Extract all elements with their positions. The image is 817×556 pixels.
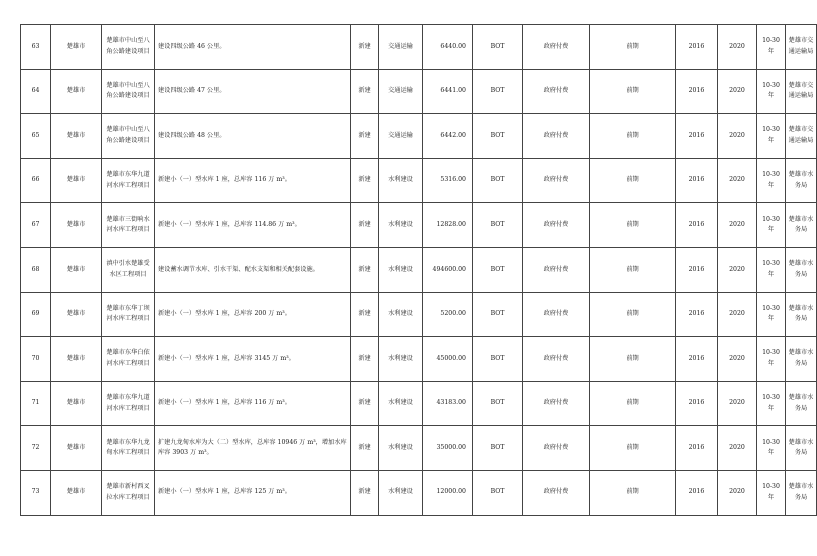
- cooperation-mode-cell: BOT: [473, 381, 523, 426]
- cooperation-period-cell: 10-30年: [757, 426, 786, 471]
- project-description-cell: 建设四级公路 48 公里。: [155, 114, 351, 159]
- responsible-department-cell: 楚雄市水务局: [786, 158, 817, 203]
- cooperation-mode-cell: BOT: [473, 158, 523, 203]
- construction-type-cell: 新建: [351, 69, 379, 114]
- project-stage-cell: 前期: [590, 470, 676, 515]
- row-number: 65: [21, 114, 51, 159]
- project-name-cell: 楚雄市新村西叉拉水库工程项目: [102, 470, 155, 515]
- responsible-department-cell: 楚雄市水务局: [786, 426, 817, 471]
- start-year-cell: 2016: [676, 247, 718, 292]
- sector-cell: 水利建设: [379, 426, 423, 471]
- project-description-cell: 扩建九龙甸水库为大（二）型水库，总库容 10946 万 m³，增加水库库容 3903 万 m³。: [155, 426, 351, 471]
- start-year-cell: 2016: [676, 337, 718, 382]
- sector-cell: 交通运输: [379, 114, 423, 159]
- sector-cell: 水利建设: [379, 158, 423, 203]
- project-description-cell: 新建小（一）型水库 1 座，总库容 200 万 m³。: [155, 292, 351, 337]
- table-row: [21, 381, 817, 426]
- sector-cell: 水利建设: [379, 470, 423, 515]
- investment-amount-cell: 5316.00: [423, 158, 473, 203]
- investment-amount-cell: 494600.00: [423, 247, 473, 292]
- investment-amount-cell: 5200.00: [423, 292, 473, 337]
- cooperation-period-cell: 10-30年: [757, 247, 786, 292]
- cooperation-period-cell: 10-30年: [757, 337, 786, 382]
- city-cell: 楚雄市: [51, 381, 102, 426]
- row-number: 68: [21, 247, 51, 292]
- payment-mechanism-cell: 政府付费: [523, 203, 590, 248]
- project-description-cell: 新建小（一）型水库 1 座，总库容 125 万 m³。: [155, 470, 351, 515]
- end-year-cell: 2020: [718, 247, 757, 292]
- cooperation-mode-cell: BOT: [473, 470, 523, 515]
- project-name-cell: 楚雄市东华白依河水库工程项目: [102, 337, 155, 382]
- construction-type-cell: 新建: [351, 337, 379, 382]
- payment-mechanism-cell: 政府付费: [523, 158, 590, 203]
- end-year-cell: 2020: [718, 25, 757, 70]
- sector-cell: 水利建设: [379, 381, 423, 426]
- start-year-cell: 2016: [676, 25, 718, 70]
- responsible-department-cell: 楚雄市交通运输局: [786, 114, 817, 159]
- end-year-cell: 2020: [718, 337, 757, 382]
- investment-amount-cell: 35000.00: [423, 426, 473, 471]
- cooperation-mode-cell: BOT: [473, 247, 523, 292]
- project-name-cell: 楚雄市中山至八角公路建设项目: [102, 114, 155, 159]
- table-body: [21, 25, 817, 516]
- payment-mechanism-cell: 政府付费: [523, 25, 590, 70]
- construction-type-cell: 新建: [351, 25, 379, 70]
- sector-cell: 水利建设: [379, 247, 423, 292]
- investment-amount-cell: 45000.00: [423, 337, 473, 382]
- start-year-cell: 2016: [676, 158, 718, 203]
- end-year-cell: 2020: [718, 426, 757, 471]
- city-cell: 楚雄市: [51, 292, 102, 337]
- table-row: [21, 25, 817, 70]
- cooperation-period-cell: 10-30年: [757, 69, 786, 114]
- construction-type-cell: 新建: [351, 470, 379, 515]
- investment-amount-cell: 43183.00: [423, 381, 473, 426]
- table-row: [21, 292, 817, 337]
- payment-mechanism-cell: 政府付费: [523, 381, 590, 426]
- project-stage-cell: 前期: [590, 292, 676, 337]
- sector-cell: 水利建设: [379, 337, 423, 382]
- city-cell: 楚雄市: [51, 470, 102, 515]
- end-year-cell: 2020: [718, 292, 757, 337]
- responsible-department-cell: 楚雄市水务局: [786, 247, 817, 292]
- table-row: [21, 337, 817, 382]
- table-row: [21, 203, 817, 248]
- start-year-cell: 2016: [676, 114, 718, 159]
- payment-mechanism-cell: 政府付费: [523, 114, 590, 159]
- end-year-cell: 2020: [718, 203, 757, 248]
- project-name-cell: 楚雄市东华九龙甸水库工程项目: [102, 426, 155, 471]
- payment-mechanism-cell: 政府付费: [523, 337, 590, 382]
- construction-type-cell: 新建: [351, 114, 379, 159]
- project-stage-cell: 前期: [590, 381, 676, 426]
- end-year-cell: 2020: [718, 381, 757, 426]
- payment-mechanism-cell: 政府付费: [523, 69, 590, 114]
- investment-amount-cell: 6441.00: [423, 69, 473, 114]
- responsible-department-cell: 楚雄市交通运输局: [786, 25, 817, 70]
- cooperation-period-cell: 10-30年: [757, 470, 786, 515]
- construction-type-cell: 新建: [351, 247, 379, 292]
- cooperation-period-cell: 10-30年: [757, 292, 786, 337]
- project-name-cell: 楚雄市东华丁坝河水库工程项目: [102, 292, 155, 337]
- cooperation-mode-cell: BOT: [473, 114, 523, 159]
- project-name-cell: 楚雄市三街响水河水库工程项目: [102, 203, 155, 248]
- cooperation-mode-cell: BOT: [473, 292, 523, 337]
- end-year-cell: 2020: [718, 69, 757, 114]
- project-name-cell: 楚雄市中山至八角公路建设项目: [102, 25, 155, 70]
- table-row: [21, 247, 817, 292]
- end-year-cell: 2020: [718, 158, 757, 203]
- responsible-department-cell: 楚雄市水务局: [786, 337, 817, 382]
- start-year-cell: 2016: [676, 203, 718, 248]
- construction-type-cell: 新建: [351, 381, 379, 426]
- project-table: [20, 24, 817, 516]
- project-name-cell: 楚雄市东华九道河水库工程项目: [102, 381, 155, 426]
- cooperation-period-cell: 10-30年: [757, 203, 786, 248]
- responsible-department-cell: 楚雄市水务局: [786, 203, 817, 248]
- payment-mechanism-cell: 政府付费: [523, 470, 590, 515]
- payment-mechanism-cell: 政府付费: [523, 292, 590, 337]
- project-stage-cell: 前期: [590, 114, 676, 159]
- project-description-cell: 新建小（一）型水库 1 座，总库容 116 万 m³。: [155, 381, 351, 426]
- start-year-cell: 2016: [676, 470, 718, 515]
- payment-mechanism-cell: 政府付费: [523, 247, 590, 292]
- city-cell: 楚雄市: [51, 337, 102, 382]
- responsible-department-cell: 楚雄市水务局: [786, 292, 817, 337]
- row-number: 64: [21, 69, 51, 114]
- sector-cell: 水利建设: [379, 203, 423, 248]
- investment-amount-cell: 12000.00: [423, 470, 473, 515]
- sector-cell: 交通运输: [379, 69, 423, 114]
- start-year-cell: 2016: [676, 292, 718, 337]
- construction-type-cell: 新建: [351, 158, 379, 203]
- construction-type-cell: 新建: [351, 203, 379, 248]
- cooperation-mode-cell: BOT: [473, 25, 523, 70]
- project-description-cell: 新建小（一）型水库 1 座，总库容 116 万 m³。: [155, 158, 351, 203]
- cooperation-mode-cell: BOT: [473, 426, 523, 471]
- table-row: [21, 158, 817, 203]
- row-number: 73: [21, 470, 51, 515]
- row-number: 63: [21, 25, 51, 70]
- investment-amount-cell: 6442.00: [423, 114, 473, 159]
- cooperation-mode-cell: BOT: [473, 69, 523, 114]
- table-row: [21, 426, 817, 471]
- project-name-cell: 楚雄市东华九道河水库工程项目: [102, 158, 155, 203]
- cooperation-period-cell: 10-30年: [757, 114, 786, 159]
- project-stage-cell: 前期: [590, 426, 676, 471]
- city-cell: 楚雄市: [51, 69, 102, 114]
- cooperation-mode-cell: BOT: [473, 203, 523, 248]
- project-stage-cell: 前期: [590, 158, 676, 203]
- row-number: 67: [21, 203, 51, 248]
- table-row: [21, 114, 817, 159]
- project-description-cell: 新建小（一）型水库 1 座，总库容 114.86 万 m³。: [155, 203, 351, 248]
- construction-type-cell: 新建: [351, 426, 379, 471]
- responsible-department-cell: 楚雄市水务局: [786, 381, 817, 426]
- row-number: 69: [21, 292, 51, 337]
- row-number: 70: [21, 337, 51, 382]
- city-cell: 楚雄市: [51, 247, 102, 292]
- project-description-cell: 建设蓄水调节水库、引水干渠、配水支渠和相关配套设施。: [155, 247, 351, 292]
- construction-type-cell: 新建: [351, 292, 379, 337]
- table-row: [21, 69, 817, 114]
- city-cell: 楚雄市: [51, 114, 102, 159]
- responsible-department-cell: 楚雄市水务局: [786, 470, 817, 515]
- payment-mechanism-cell: 政府付费: [523, 426, 590, 471]
- responsible-department-cell: 楚雄市交通运输局: [786, 69, 817, 114]
- project-stage-cell: 前期: [590, 247, 676, 292]
- end-year-cell: 2020: [718, 114, 757, 159]
- end-year-cell: 2020: [718, 470, 757, 515]
- project-description-cell: 建设四级公路 47 公里。: [155, 69, 351, 114]
- investment-amount-cell: 6440.00: [423, 25, 473, 70]
- cooperation-period-cell: 10-30年: [757, 381, 786, 426]
- sector-cell: 水利建设: [379, 292, 423, 337]
- city-cell: 楚雄市: [51, 25, 102, 70]
- project-name-cell: 滇中引水楚雄受水区工程项目: [102, 247, 155, 292]
- start-year-cell: 2016: [676, 69, 718, 114]
- project-description-cell: 建设四级公路 46 公里。: [155, 25, 351, 70]
- row-number: 72: [21, 426, 51, 471]
- cooperation-period-cell: 10-30年: [757, 25, 786, 70]
- city-cell: 楚雄市: [51, 203, 102, 248]
- start-year-cell: 2016: [676, 426, 718, 471]
- row-number: 66: [21, 158, 51, 203]
- project-stage-cell: 前期: [590, 25, 676, 70]
- cooperation-mode-cell: BOT: [473, 337, 523, 382]
- project-stage-cell: 前期: [590, 337, 676, 382]
- start-year-cell: 2016: [676, 381, 718, 426]
- project-name-cell: 楚雄市中山至八角公路建设项目: [102, 69, 155, 114]
- project-stage-cell: 前期: [590, 69, 676, 114]
- city-cell: 楚雄市: [51, 158, 102, 203]
- project-stage-cell: 前期: [590, 203, 676, 248]
- project-description-cell: 新建小（一）型水库 1 座，总库容 3145 万 m³。: [155, 337, 351, 382]
- investment-amount-cell: 12828.00: [423, 203, 473, 248]
- row-number: 71: [21, 381, 51, 426]
- sector-cell: 交通运输: [379, 25, 423, 70]
- table-row: [21, 470, 817, 515]
- cooperation-period-cell: 10-30年: [757, 158, 786, 203]
- city-cell: 楚雄市: [51, 426, 102, 471]
